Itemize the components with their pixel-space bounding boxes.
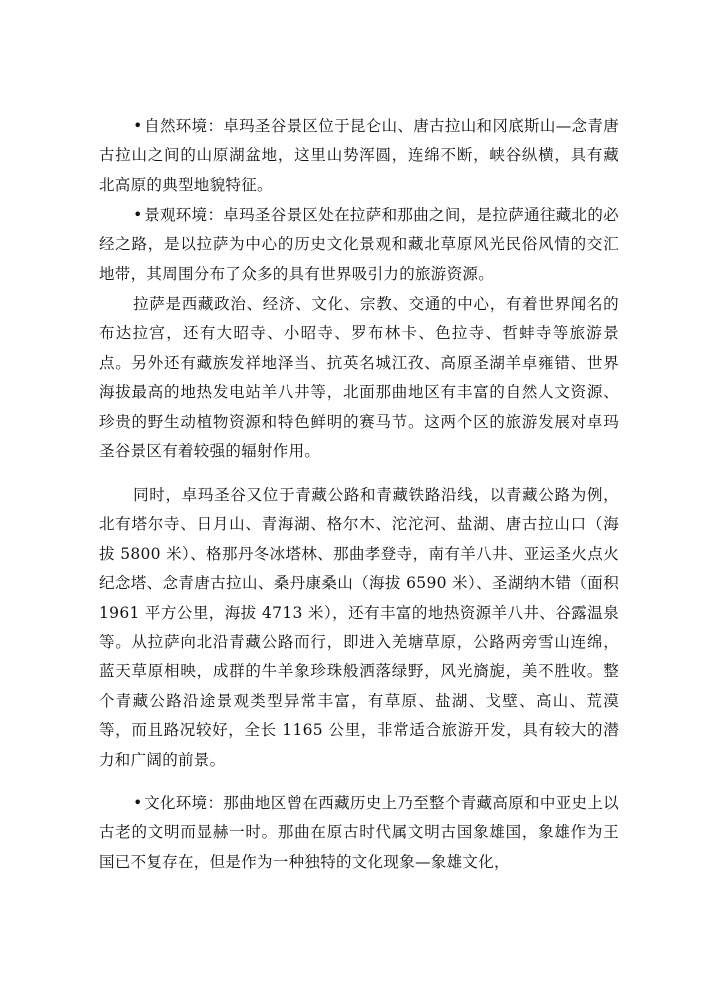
bullet-icon: • xyxy=(133,794,143,812)
paragraph-text: 文化环境：那曲地区曾在西藏历史上乃至整个青藏高原和中亚史上以古老的文明而显赫一时。那曲在原古时代属文明古国象雄国，象雄作为王国已不复存在，但是作为一种独特的文化现象—象雄文化， xyxy=(99,794,619,871)
paragraph-text: 自然环境：卓玛圣谷景区位于昆仑山、唐古拉山和冈底斯山—念青唐古拉山之间的山原湖盆地，这里山势浑圆，连绵不断，峡谷纵横，具有藏北高原的典型地貌特征。 xyxy=(99,117,619,194)
paragraph-text: 拉萨是西藏政治、经济、文化、宗教、交通的中心，有着世界闻名的布达拉宫，还有大昭寺、小昭寺、罗布林卡、色拉寺、哲蚌寺等旅游景点。另外还有藏族发祥地泽当、抗英名城江孜、高原圣湖羊卓雍错、世界海拔最高的地热发电站羊八井等，北面那曲地区有丰富的自然人文资源、珍贵的野生动植物资源和特色鲜明的赛马节。这两个区的旅游发展对卓玛圣谷景区有着较强的辐射作用。 xyxy=(99,295,619,461)
bullet-icon: • xyxy=(133,117,143,135)
paragraph-qinghai-tibet-highway xyxy=(99,481,619,775)
paragraph-landscape-environment xyxy=(99,201,619,289)
paragraph-natural-environment xyxy=(99,112,619,200)
paragraph-text: 同时，卓玛圣谷又位于青藏公路和青藏铁路沿线，以青藏公路为例，北有塔尔寺、日月山、青海湖、格尔木、沱沱河、盐湖、唐古拉山口（海拔 5800 米）、格那丹冬冰塔林、那曲孝登寺，南有羊八井、亚运圣火点火纪念塔、念青唐古拉山、桑丹康桑山（海拔 6590 米）、圣湖纳木错（面积 1961 平方公里，海拔 4713 米），还有丰富的地热资源羊八井、谷露温泉等。从拉萨向北沿青藏公路而行，即进入羌塘草原，公路两旁雪山连绵，蓝天草原相映，成群的牛羊象珍珠般洒落绿野，风光旖旎，美不胜收。整个青藏公路沿途景观类型异常丰富，有草原、盐湖、戈壁、高山、荒漠等，而且路况较好，全长 1165 公里，非常适合旅游开发，具有较大的潜力和广阔的前景。 xyxy=(99,486,619,769)
paragraph-lhasa xyxy=(99,290,619,466)
bullet-icon: • xyxy=(133,206,143,224)
paragraph-cultural-environment xyxy=(99,789,619,877)
paragraph-text: 景观环境：卓玛圣谷景区处在拉萨和那曲之间，是拉萨通往藏北的必经之路，是以拉萨为中心的历史文化景观和藏北草原风光民俗风情的交汇地带，其周围分布了众多的具有世界吸引力的旅游资源。 xyxy=(99,206,619,283)
